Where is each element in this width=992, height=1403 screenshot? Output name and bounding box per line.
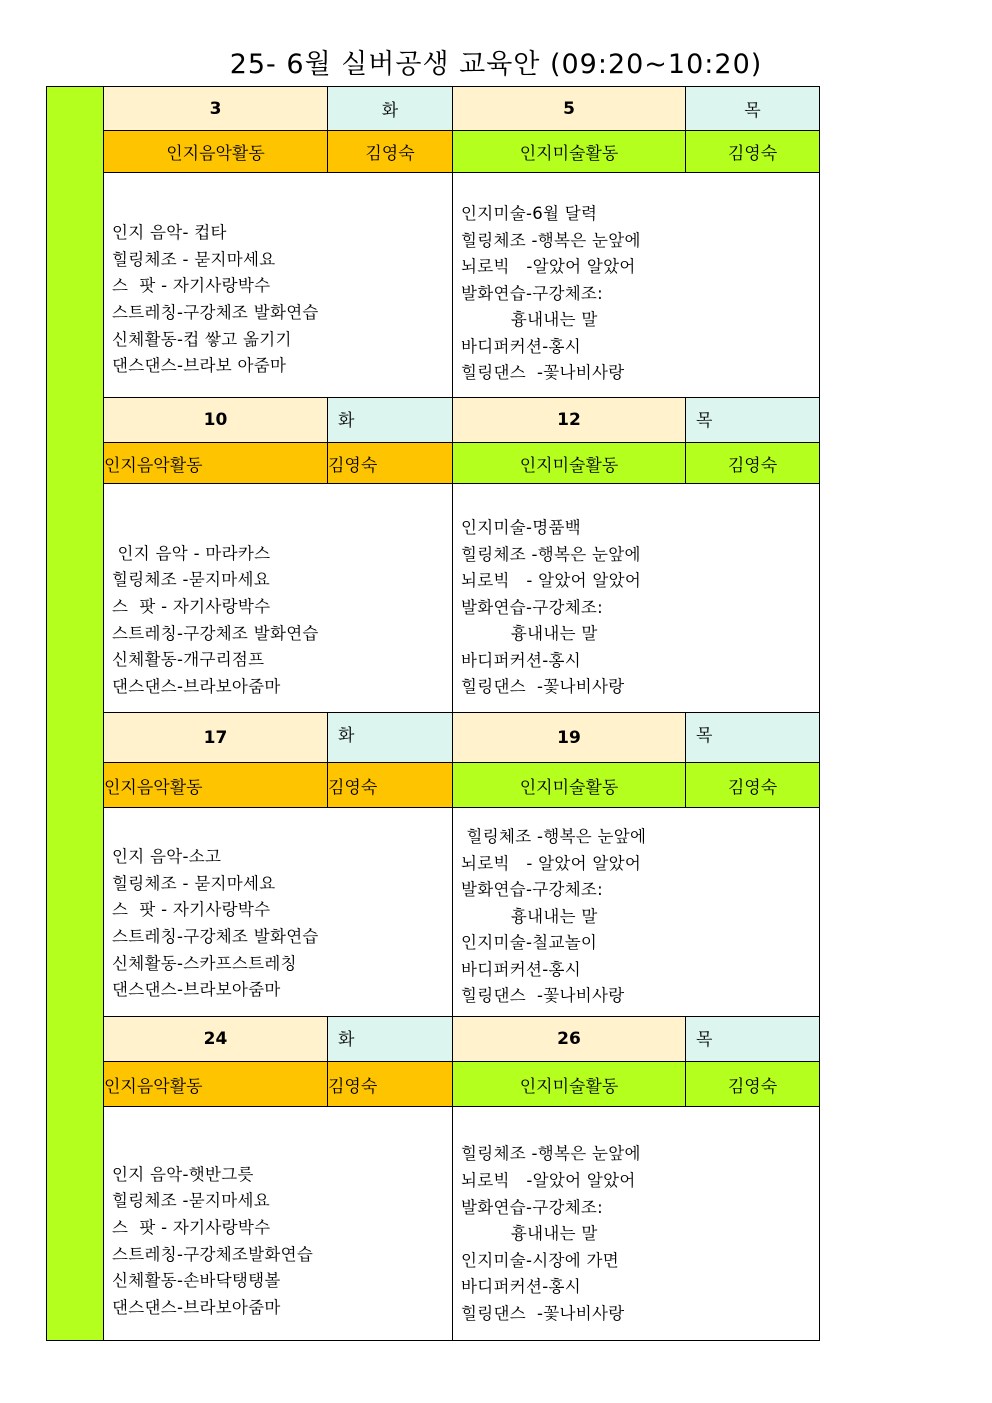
program-line: 힐링댄스 -꽃나비사랑 (461, 363, 625, 383)
program-line: 스 팟 - 자기사랑박수 (112, 900, 271, 920)
program-line: 뇌로빅 - 알았어 알았어 (461, 571, 642, 591)
tue-activity-cell: 인지음악활동 (104, 763, 328, 808)
thu-weekday-cell: 목 (686, 713, 820, 763)
program-line: 힐링댄스 -꽃나비사랑 (461, 1303, 625, 1323)
thu-weekday-cell: 목 (686, 398, 820, 443)
program-line: 힐링체조 -행복은 눈앞에 (461, 230, 641, 250)
tue-date-cell: 17 (104, 713, 328, 763)
program-line: 흉내내는 말 (461, 906, 598, 926)
tue-weekday-cell: 화 (328, 1017, 453, 1062)
page-title: 25- 6월 실버공생 교육안 (09:20~10:20) (229, 49, 763, 80)
program-line: 바디퍼커션-홍시 (461, 1277, 581, 1297)
program-line: 댄스댄스-브라보 아줌마 (112, 356, 287, 376)
program-line: 흉내내는 말 (461, 1224, 598, 1244)
program-line: 스트레칭-구강체조 발화연습 (112, 303, 319, 322)
schedule-table (46, 86, 820, 1341)
program-line: 힐링댄스 -꽃나비사랑 (461, 986, 625, 1006)
program-line: 흉내내는 말 (461, 624, 598, 644)
program-line: 인지미술-시장에 가면 (461, 1250, 619, 1270)
tue-program-cell (104, 484, 453, 713)
program-line: 인지미술-6월 달력 (461, 203, 598, 223)
thu-program-cell (453, 1107, 820, 1341)
thu-date-cell: 5 (453, 87, 686, 131)
tue-date-cell: 24 (104, 1017, 328, 1062)
tue-teacher-cell: 김영숙 (328, 1062, 453, 1107)
tue-weekday-cell: 화 (328, 398, 453, 443)
program-line: 신체활동-컵 쌓고 옮기기 (112, 329, 292, 349)
program-line: 뇌로빅 - 알았어 알았어 (461, 853, 642, 873)
program-line: 인지 음악 - 마라카스 (112, 543, 271, 563)
thu-activity-cell: 인지미술활동 (453, 131, 686, 173)
program-line: 인지 음악- 컵타 (112, 223, 227, 243)
tue-activity-cell: 인지음악활동 (104, 1062, 328, 1107)
thu-teacher-cell: 김영숙 (686, 1062, 820, 1107)
program-line: 발화연습-구강체조: (461, 283, 604, 303)
thu-weekday-cell: 목 (686, 87, 820, 131)
thu-date-cell: 26 (453, 1017, 686, 1062)
program-line: 뇌로빅 -알았어 알았어 (461, 257, 636, 277)
thu-weekday-cell: 목 (686, 1017, 820, 1062)
tue-program-cell (104, 808, 453, 1017)
program-line: 스 팟 - 자기사랑박수 (112, 1217, 271, 1237)
tue-activity-cell: 인지음악활동 (104, 443, 328, 484)
tue-program-cell (104, 173, 453, 398)
program-line: 인지 음악-햇반그릇 (112, 1164, 254, 1184)
program-line: 힐링체조 -행복은 눈앞에 (461, 826, 647, 846)
program-line: 힐링체조 -행복은 눈앞에 (461, 544, 641, 564)
program-line: 스 팟 - 자기사랑박수 (112, 276, 271, 296)
tue-date-cell: 3 (104, 87, 328, 131)
tue-weekday-cell: 화 (328, 87, 453, 131)
program-line: 댄스댄스-브라보아줌마 (112, 676, 281, 696)
program-line: 신체활동-개구리점프 (112, 650, 265, 670)
program-line: 신체활동-손바닥탱탱볼 (112, 1271, 281, 1291)
tue-teacher-cell: 김영숙 (328, 131, 453, 173)
program-line: 힐링체조 - 묻지마세요 (112, 249, 276, 269)
thu-teacher-cell: 김영숙 (686, 131, 820, 173)
program-line: 스트레칭-구강체조 발화연습 (112, 927, 319, 946)
thu-program-cell (453, 808, 820, 1017)
program-line: 바디퍼커션-홍시 (461, 336, 581, 356)
program-line: 힐링체조 - 묻지마세요 (112, 873, 276, 893)
program-line: 신체활동-스카프스트레칭 (112, 953, 297, 973)
program-line: 힐링체조 -행복은 눈앞에 (461, 1144, 641, 1164)
thu-activity-cell: 인지미술활동 (453, 1062, 686, 1107)
program-line: 힐링체조 -묻지마세요 (112, 1191, 270, 1211)
program-line: 발화연습-구강체조: (461, 597, 604, 617)
thu-program-cell (453, 484, 820, 713)
side-bar (47, 87, 104, 1341)
tue-teacher-cell: 김영숙 (328, 443, 453, 484)
program-line: 흉내내는 말 (461, 310, 598, 330)
tue-teacher-cell: 김영숙 (328, 763, 453, 808)
program-line: 스트레칭-구강체조발화연습 (112, 1244, 314, 1264)
thu-teacher-cell: 김영숙 (686, 443, 820, 484)
program-line: 뇌로빅 -알았어 알았어 (461, 1171, 636, 1191)
program-line: 바디퍼커션-홍시 (461, 650, 581, 670)
thu-date-cell: 12 (453, 398, 686, 443)
program-line: 힐링댄스 -꽃나비사랑 (461, 677, 625, 697)
program-line: 인지미술-명품백 (461, 517, 581, 537)
program-line: 스트레칭-구강체조 발화연습 (112, 623, 319, 643)
thu-activity-cell: 인지미술활동 (453, 763, 686, 808)
program-line: 힐링체조 -묻지마세요 (112, 570, 270, 590)
tue-weekday-cell: 화 (328, 713, 453, 763)
thu-activity-cell: 인지미술활동 (453, 443, 686, 484)
program-line: 바디퍼커션-홍시 (461, 959, 581, 979)
tue-date-cell: 10 (104, 398, 328, 443)
program-line: 인지 음악-소고 (112, 847, 222, 867)
tue-activity-cell: 인지음악활동 (104, 131, 328, 173)
program-line: 발화연습-구강체조: (461, 1197, 604, 1217)
tue-program-cell (104, 1107, 453, 1341)
program-line: 댄스댄스-브라보아줌마 (112, 1297, 281, 1317)
program-line: 스 팟 - 자기사랑박수 (112, 596, 271, 616)
program-line: 인지미술-칠교놀이 (461, 933, 598, 953)
thu-date-cell: 19 (453, 713, 686, 763)
thu-program-cell (453, 173, 820, 398)
thu-teacher-cell: 김영숙 (686, 763, 820, 808)
program-line: 댄스댄스-브라보아줌마 (112, 980, 281, 1000)
program-line: 발화연습-구강체조: (461, 880, 604, 900)
